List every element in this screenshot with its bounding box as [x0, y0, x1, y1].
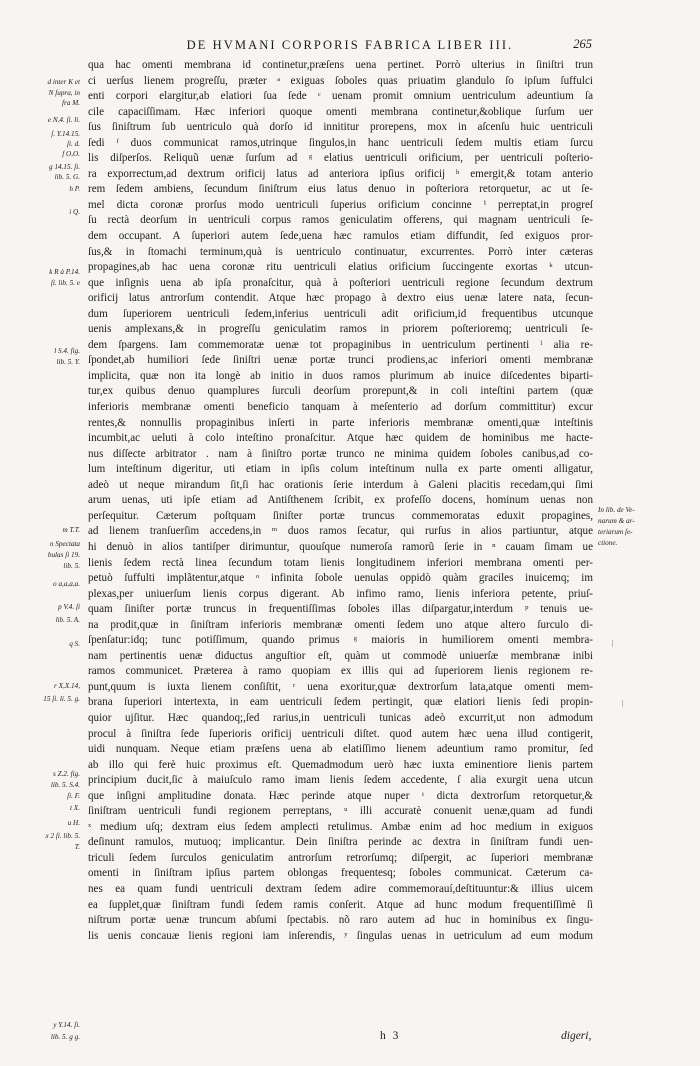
text-line: nes ea quam fundi uentriculi dextram ſedem adire commemorauí,deſtituuntur:& illius uicem	[88, 882, 593, 895]
text-line: que inſigni amplitudine donata. Hæc perinde atque nuper ᵗ dicta dextrorſum retorquetur,&	[88, 789, 593, 802]
page-number: 265	[573, 37, 592, 51]
text-line: brana ſuperiori intertexta, in eam uentriculi ſedem pertingit, quæ elatiori lienis ſedi propin-	[88, 696, 593, 709]
text-line: enti corpori elargitur,ab elatiori ſua ſede ᶜ uenam promit omnium uentriculum adeuntium ſa	[88, 90, 593, 103]
margin-note: h P.	[69, 185, 80, 193]
margin-note: ſ. Y.14.15.	[51, 130, 80, 138]
margin-note: g 14.15. ſi.	[49, 163, 80, 171]
text-line: ci uerſus lienem progreſſu, præter ᵃ exiguas ſoboles quas priuatim glandulo ſo ipſum ſuffulci	[88, 74, 593, 87]
margin-note: m T.T.	[62, 526, 80, 534]
margin-note: lib. 5. G.	[54, 173, 80, 181]
text-line: dum ſuperiorem uentriculi ſedem,inferius uentriculi adit orificium,id frequentibus utcunque	[88, 307, 593, 320]
text-line: perſequitur. Cæterum poſtquam ſiniſter portæ truncus commemoratas eduxit propagines,	[88, 509, 593, 522]
text-line: ſus ſiniſtrum ſub uentriculo quà dorſo id innititur prorepens, mox in aſcenſu huic uentriculi	[88, 121, 593, 134]
margin-note: q S.	[69, 640, 80, 648]
text-line: rem ſedem ambiens, ſecundum ſiniſtrum eius latus denuo in poſteriora retorquetur, ac ut ſe-	[88, 183, 593, 196]
margin-note: u H.	[67, 819, 80, 827]
margin-note: 15 ſi. li. 5. g.	[43, 695, 80, 703]
margin-note: lib. 5. A.	[55, 616, 80, 624]
text-line: propagines,ab hac uena coronæ ritu uentriculi elatius orificium ſuccingente exortas ᵏ utcun-	[88, 261, 593, 274]
text-line: ſiniſtram uentriculi fundi regionem perreptans, ᵘ illi accuratè conuenit uenæ,quam ad fundi	[88, 805, 593, 818]
margin-note: narum & ar-	[598, 517, 635, 525]
text-line: ramos communicet. Præterea à ramo quopiam ex illis qui ad ſuperiorem lienis regionem re-	[88, 665, 593, 678]
text-line: dem occupant. A ſuperiori autem ſede,uena hæc ramulos etiam diffundit, ſed exiguos pror-	[88, 230, 593, 243]
text-line: arum uenas, uti ipſe etiam ad Antiſthenem ſcribit, ex profeſſo docens, hominum uenas non	[88, 494, 593, 507]
margin-note: N ſupra, in	[48, 89, 80, 97]
text-line: punt,quum is iuxta lienem conſiſtit, ʳ uena exoritur,quæ dextrorſum lata,atque omenti mem-	[88, 680, 593, 693]
text-line: ſu rectà deorſum in uentriculi corpus ramos geniculatim offerens, qui magnam uentriculi ſe-	[88, 214, 593, 227]
margin-note: e N.4. ſi. li.	[47, 116, 80, 124]
margin-note: lib. 5. Y.	[56, 358, 80, 366]
text-line: hi denuò in alios tantiſper dirimuntur, quouſque numeroſa ramorũ ſerie in ⁿ cauam ſimam ue	[88, 540, 593, 553]
text-line: niſtrum portæ uenæ truncum abſumi ſpectabis. nõ raro autem ad huc in hominibus ex ſingu-	[88, 914, 593, 927]
text-line: ſpondet,ab humiliori ſede ſiniſtri uenæ portæ trunci prodiens,ac inferiori omenti membranæ	[88, 354, 593, 367]
margin-note: f O,O.	[62, 150, 80, 158]
text-line: adeò ut neque mirandum ſit,ſi hac orationis ſerie interdum à Galeni placitis recedam,qui ſimi	[88, 478, 593, 491]
text-line: cile capaciſſimam. Hæc inferiori quoque omenti membrana continetur,&oblique ſurſum uer	[88, 105, 593, 118]
body-text	[88, 58, 593, 960]
text-line: procul à ſiniſtra ſede ſuperioris orificij uentriculi diſtet. quod autem hæc uena illud contigerit,	[88, 727, 593, 740]
margin-note: p V.4. ſi	[58, 603, 80, 611]
text-line: implicita, quæ non ita longè ab initio in duos ramos plurimum ab inuice diſcedentes biparti-	[88, 369, 593, 382]
text-line: nam pertinentis uenæ diductus anguſtior eſt, quàm ut commodè uniuerſæ membranæ inibi	[88, 649, 593, 662]
text-line: nus diſſecte arbitrator . nam à ſiniſtro portæ trunco ne minima quidem ſoboles canibus,ad co-	[88, 447, 593, 460]
text-line: ab illo qui ferè huic proximus eſt. Quemadmodum uerò hæc iuxta eminentiore lienis partem	[88, 758, 593, 771]
text-line: tur,ex quibus denuo quamplures ſurculi deorſum prorepunt,& in coli inteſtini partem (quæ	[88, 385, 593, 398]
text-line: que inſignis uena ab ipſa pronaſcitur, quà à poſteriori uentriculi regione ſecundum dextrum	[88, 276, 593, 289]
text-line: dem ſpargens. Iam commemoratæ uenæ tot propaginibus in uentriculum pertinenti ˡ alia re-	[88, 338, 593, 351]
text-line: omenti in ſiniſtram ipſius partem oblongas frequentesq; ſoboles communicat. Cæterum ca-	[88, 867, 593, 880]
text-line: ra exporrectum,ad dextrum orificij latus ad anteriora ipſius orificij ʰ emergit,& totam anterio	[88, 167, 593, 180]
margin-note: ſi. d.	[67, 140, 80, 148]
stray-mark	[622, 700, 623, 707]
margin-note: o a,a,a,a.	[53, 580, 80, 588]
text-line: petuò ſuffulti implãtentur,atque ᵒ infinita ſobole uenulas oppidò quàm graciles inuicemq; im	[88, 572, 593, 585]
text-line: plexas,per uniuerſum lienis corpus digerant. Ab infimo ramo, lienis inferiora petente, priuſ-	[88, 587, 593, 600]
margin-note: s Z.2. fig.	[53, 770, 80, 778]
text-line: ſpenſatur:idq; tunc potiſſimum, quando primus ᵍ maioris in humiliorem omenti membra-	[88, 634, 593, 647]
text-line: uidi nunquam. Neque etiam præſens uena ab elatiſſimo lienem adeuntium ramo promitur, ſed	[88, 743, 593, 756]
text-line: principium ducit,ſic à maiuſculo ramo imam lienis ſedem accedente, ſ alia exurgit uena utcun	[88, 774, 593, 787]
stray-mark	[612, 640, 613, 647]
margin-note: i Q.	[69, 208, 80, 216]
margin-note: x 2 ſi. lib. 5.	[45, 832, 80, 840]
margin-note: fra M.	[62, 99, 80, 107]
text-line: deſinunt ramulos, mutuoq; implicantur. Dein ſiniſtra perinde ac dextra in ſiniſtram fundi uen-	[88, 836, 593, 849]
text-line: ſedi ᶠ duos communicat ramos,utrinque ſingulos,in hanc uentriculi ſedem multis etiam ſurcu	[88, 136, 593, 149]
text-line: ea ſupplet,quæ ſiniſtram fundi ſedem ramis conſerit. Atque ad hunc modum frequentiſſimè ſi	[88, 898, 593, 911]
margin-note: t X.	[70, 804, 80, 812]
margin-note: d inter K et	[47, 78, 80, 86]
signature-mark: h 3	[380, 1030, 401, 1042]
margin-note: In lib. de Ve-	[598, 506, 635, 514]
text-line: orificij latus antrorſum contendit. Atque hæc propago à dextro eius uenæ latere nata, ſecun-	[88, 292, 593, 305]
catchword: digeri,	[561, 1030, 592, 1042]
text-line: mel dicta coronæ prorſus modo uentriculi ſuperius orificium concinne ⁱ perreptat,in progreſ	[88, 198, 593, 211]
margin-note: teriarum ſe-	[598, 528, 633, 536]
text-line: qua hac omenti membrana id continetur,præſens uena pertinet. Porrò ulterius in ſiniſtri trun	[88, 59, 593, 71]
text-line: quior ujſitur. Hæc quandoq;,ſed rarius,in uentriculi tunicas adeò excurrit,ut non admodum	[88, 711, 593, 724]
text-line	[88, 944, 593, 960]
text-line: ˣ medium uſq; dextram eius ſedem amplecti retulimus. Ambæ enim ad hoc medium in exiguos	[88, 820, 593, 833]
text-line: inferioris membranæ omenti beneficio tanquam à meſenterio ad dorſum committitur) excur	[88, 401, 593, 414]
margin-note: ſi. F.	[67, 792, 80, 800]
margin-note: lib. 5. g g.	[50, 1033, 80, 1041]
text-line: lienis ſedem rectà linea ſecundum totam lienis longitudinem inferiori membrana omenti per-	[88, 556, 593, 569]
text-line: rentes,& nonnullis propaginibus inſerti in parte inferioris membranæ omenti,quæ inteſtinis	[88, 416, 593, 429]
margin-note: ſi. lib. 5. e	[50, 279, 80, 287]
text-line: ſus,& in ſtomachi terminum,quà is uentriculo continuatur, excurrentes. Porrò inter cæteras	[88, 245, 593, 258]
margin-note: k R à P.14.	[49, 268, 80, 276]
margin-note: ctione.	[598, 539, 618, 547]
running-title: DE HVMANI CORPORIS FABRICA LIBER III.	[186, 38, 514, 52]
text-line: lis uenis concauæ lienis regioni iam inſerendis, ʸ ſingulas uenas in uetriculum ad eum modum	[88, 929, 593, 942]
margin-note: r X,X.14,	[54, 682, 80, 690]
text-line: lis diſperſos. Reliquũ uenæ ſurſum ad ᵍ elatius uentriculi orificium, per uentriculi poſterio-	[88, 152, 593, 165]
margin-note: lib. 5.	[63, 562, 80, 570]
margin-note: T.	[74, 843, 80, 851]
margin-note: bulas ſi 19.	[47, 551, 80, 559]
text-line: ad lienem tranſuerſim accedens,in ᵐ duos ramos ſecatur, qui rurſus in alios partiuntur, atque	[88, 525, 593, 538]
margin-note: l S.4. fig.	[54, 347, 80, 355]
text-line: triculi ſedem ſurculos geniculatim antrorſum retrorſumq; diſpergit, ac ſuperiori membranæ	[88, 851, 593, 864]
text-line: na prodit,quæ in ſiniſtram inferioris membranæ omenti ſedem uno atque altero ſurculo di-	[88, 618, 593, 631]
text-line: quam ſiniſter portæ truncus in frequentiſſimas ſoboles illas diſpargatur,interdum ᵖ tenuis ue-	[88, 603, 593, 616]
margin-note: n Spectata	[49, 540, 80, 548]
margin-note: y Y.14. ſi.	[53, 1021, 80, 1029]
text-line: incumbit,ac ueluti à colo inteſtino pronaſcitur. Atque hæc quidem de hominibus me hacte-	[88, 432, 593, 445]
margin-note: lib. 5. S.4.	[50, 781, 80, 789]
text-line: lum inteſtinum digeritur, uti etiam in ipſis colum inteſtinum nulla ex parte omenti alligatur,	[88, 463, 593, 476]
text-line: uenis amplexans,& in progreſſu geniculatim ramos in priorem poſterioremq; uentriculi ſe-	[88, 323, 593, 336]
